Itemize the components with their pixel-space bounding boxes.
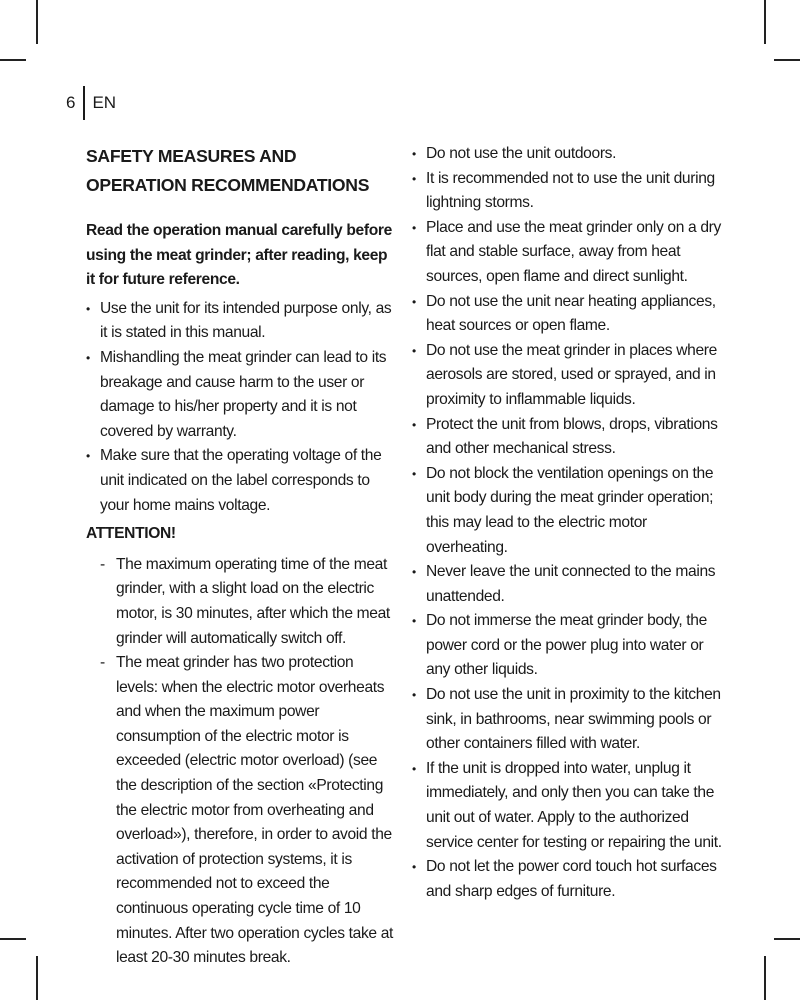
intro-paragraph: Read the operation manual carefully before using the meat grinder; after reading, keep it for future reference. bbox=[86, 222, 392, 289]
list-item: - The meat grinder has two protection levels: when the electric motor overheats and when the maximum power consumption of the electric motor is exceeded (electric motor overload) (see the description of the section «Protecting the electric motor from overheating and overload»), therefore, in order to avoid the activation of protection systems, it is recommended not to exceed the continuous operating cycle time of 10 minutes. After two operation cycles take at least 20-30 minutes break. bbox=[100, 651, 396, 971]
right-bullet-list bbox=[412, 142, 722, 904]
attention-heading: ATTENTION! bbox=[86, 525, 176, 543]
list-item: • Use the unit for its intended purpose only, as it is stated in this manual. bbox=[86, 297, 396, 346]
section-title: SAFETY MEASURES AND OPERATION RECOMMENDATIONS bbox=[86, 146, 370, 195]
page-header bbox=[66, 86, 116, 120]
crop-mark-bottom-right-vertical bbox=[764, 956, 766, 1000]
language-label: EN bbox=[92, 93, 117, 112]
list-item: • Make sure that the operating voltage of the unit indicated on the label corresponds to your home mains voltage. bbox=[86, 444, 396, 518]
list-item: • Do not use the unit outdoors. bbox=[412, 142, 722, 167]
list-item: • Protect the unit from blows, drops, vibrations and other mechanical stress. bbox=[412, 413, 722, 462]
list-item: • It is recommended not to use the unit during lightning storms. bbox=[412, 167, 722, 216]
crop-mark-top-left-vertical bbox=[36, 0, 38, 44]
crop-mark-bottom-left-vertical bbox=[36, 956, 38, 1000]
attention-list bbox=[100, 553, 396, 971]
header-divider bbox=[83, 86, 85, 120]
list-item: • Do not use the meat grinder in places where aerosols are stored, used or sprayed, and in proximity to inflammable liquids. bbox=[412, 339, 722, 413]
list-item: • If the unit is dropped into water, unplug it immediately, and only then you can take the unit out of water. Apply to the authorized service center for testing or repairing the unit. bbox=[412, 757, 722, 855]
list-item: • Do not block the ventilation openings on the unit body during the meat grinder operation; this may lead to the electric motor overheating. bbox=[412, 462, 722, 560]
crop-mark-top-right-vertical bbox=[764, 0, 766, 44]
crop-mark-top-left-horizontal bbox=[0, 59, 26, 61]
list-item: • Do not immerse the meat grinder body, the power cord or the power plug into water or any other liquids. bbox=[412, 609, 722, 683]
left-bullet-list bbox=[86, 297, 396, 518]
list-item: • Do not use the unit near heating appliances, heat sources or open flame. bbox=[412, 290, 722, 339]
left-column bbox=[86, 142, 396, 971]
list-item: • Never leave the unit connected to the mains unattended. bbox=[412, 560, 722, 609]
crop-mark-top-right-horizontal bbox=[774, 59, 800, 61]
crop-mark-bottom-right-horizontal bbox=[774, 938, 800, 940]
list-item: • Place and use the meat grinder only on a dry flat and stable surface, away from heat sources, open flame and direct sunlight. bbox=[412, 216, 722, 290]
list-item: • Do not use the unit in proximity to the kitchen sink, in bathrooms, near swimming pools or other containers filled with water. bbox=[412, 683, 722, 757]
right-column bbox=[412, 142, 722, 904]
list-item: • Do not let the power cord touch hot surfaces and sharp edges of furniture. bbox=[412, 855, 722, 904]
list-item: - The maximum operating time of the meat grinder, with a slight load on the electric motor, is 30 minutes, after which the meat grinder will automatically switch off. bbox=[100, 553, 396, 651]
list-item: • Mishandling the meat grinder can lead to its breakage and cause harm to the user or damage to his/her property and it is not covered by warranty. bbox=[86, 346, 396, 444]
crop-mark-bottom-left-horizontal bbox=[0, 938, 26, 940]
page-number: 6 bbox=[66, 93, 76, 112]
